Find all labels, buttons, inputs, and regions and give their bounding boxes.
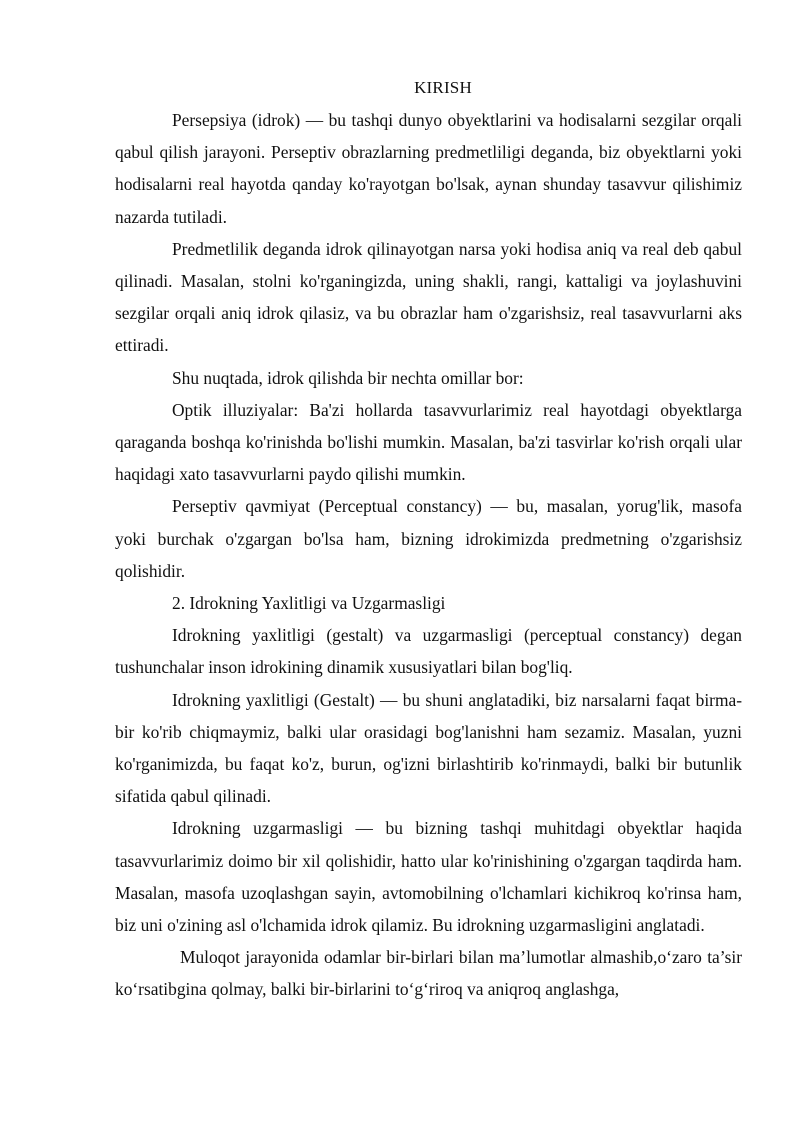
paragraph: Muloqot jarayonida odamlar bir-birlari bilan ma’lumotlar almashib,o‘zaro ta’sir ko‘rsatibgina qolmay, balki bir-birlarini to‘g‘riroq va aniqroq anglashga, — [115, 947, 742, 1000]
page-title: KIRISH — [414, 78, 472, 97]
paragraph: Idrokning uzgarmasligi — bu bizning tashqi muhitdagi obyektlar haqida tasavvurlarimiz doimo bir xil qolishidir, hatto ular ko'rinishining o'zgargan taqdirda ham. Masalan, masofa uzoqlashgan sayin, avtomobilning o'lchamlari kichikroq ko'rinsa ham, biz uni o'zining asl o'lchamida idrok qilamiz. Bu idrokning uzgarmasligini anglatadi. — [115, 818, 742, 936]
paragraph: Shu nuqtada, idrok qilishda bir nechta omillar bor: — [172, 367, 524, 388]
paragraph: Optik illuziyalar: Ba'zi hollarda tasavvurlarimiz real hayotdagi obyektlarga qaraganda boshqa ko'rinishda bo'lishi mumkin. Masalan, ba'zi tasvirlar ko'rish orqali ular haqidagi xato tasavvurlarni paydo qilishi mumkin. — [115, 399, 742, 485]
document-body — [115, 104, 742, 1006]
paragraph: Persepsiya (idrok) — bu tashqi dunyo obyektlarini va hodisalarni sezgilar orqali qabul qilish jarayoni. Perseptiv obrazlarning predmetliligi deganda, biz obyektlarni yoki hodisalarni real hayotda qanday ko'rayotgan bo'lsak, aynan shunday tasavvur qilishimiz nazarda tutiladi. — [115, 110, 742, 227]
paragraph: Perseptiv qavmiyat (Perceptual constancy) — bu, masalan, yorug'lik, masofa yoki burchak o'zgargan bo'lsa ham, bizning idrokimizda predmetning o'zgarishsiz qolishidir. — [115, 496, 742, 581]
section-heading: 2. Idrokning Yaxlitligi va Uzgarmasligi — [172, 593, 446, 614]
paragraph: Idrokning yaxlitligi (Gestalt) — bu shuni anglatadiki, biz narsalarni faqat birma-bir ko'rib chiqmaymiz, balki ular orasidagi bog'lanishni ham sezamiz. Masalan, yuzni ko'rganimizda, bu faqat ko'z, burun, og'izni birlashtirib ko'rinmaydi, balki bir butunlik sifatida qabul qilinadi. — [115, 689, 742, 807]
paragraph: Idrokning yaxlitligi (gestalt) va uzgarmasligi (perceptual constancy) degan tushunchalar inson idrokining dinamik xususiyatlari bilan bog'liq. — [115, 625, 742, 678]
paragraph: Predmetlilik deganda idrok qilinayotgan narsa yoki hodisa aniq va real deb qabul qilinadi. Masalan, stolni ko'rganingizda, uning shakli, rangi, kattaligi va joylashuvini sezgilar orqali aniq idrok qilasiz, va bu obrazlar ham o'zgarishsiz, real tasavvurlarni aks ettiradi. — [115, 238, 742, 356]
